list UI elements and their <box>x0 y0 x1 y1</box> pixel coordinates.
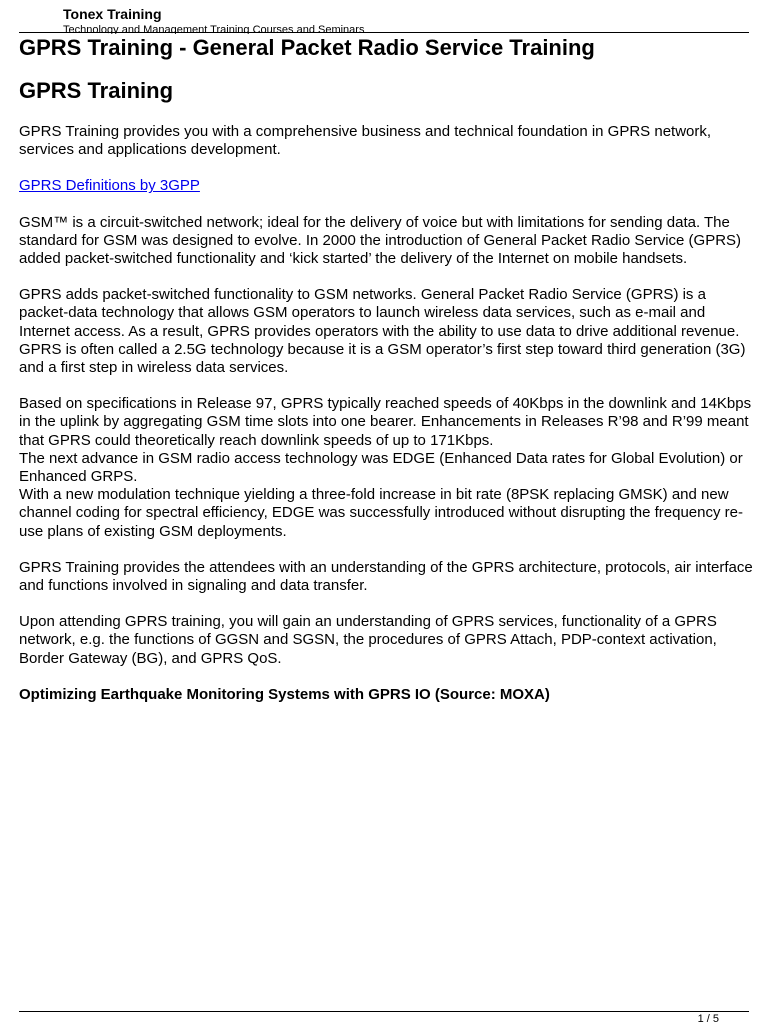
upon-attending-paragraph: Upon attending GPRS training, you will gain an understanding of GPRS services, functionality of a GPRS network, e.g. the functions of GGSN and SGSN, the procedures of GPRS Attach, PDP-context activation, Border Gateway (BG), and GPRS QoS. <box>19 613 717 667</box>
page-header <box>63 6 743 34</box>
attendees-paragraph: GPRS Training provides the attendees with an understanding of the GPRS architecture, protocols, air interface and functions involved in signaling and data transfer. <box>19 558 753 595</box>
header-title: Tonex Training <box>63 6 162 22</box>
gsm-paragraph: GSM™ is a circuit-switched network; ideal for the delivery of voice but with limitations for sending data. The standard for GSM was designed to evolve. In 2000 the introduction of General Packet Radio Service (GPRS) added packet-switched functionality and ‘kick started’ the delivery of the Internet on mobile handsets. <box>19 213 742 268</box>
bold-heading: Optimizing Earthquake Monitoring Systems with GPRS IO (Source: MOXA) <box>19 685 550 703</box>
link-paragraph <box>19 177 756 195</box>
footer-divider <box>19 1011 749 1012</box>
page-number: 1 / 5 <box>697 1013 719 1024</box>
document-subtitle: GPRS Training <box>19 78 174 103</box>
release-text-1: Based on specifications in Release 97, GPRS typically reached speeds of 40Kbps in the downlink and 14Kbps in the uplink by aggregating GSM time slots into one bearer. Enhancements in Releases R’98 and R’99 meant that GPRS could theoretically reach downlink speeds of up to 171Kbps. <box>19 395 752 449</box>
release-paragraph <box>19 395 756 541</box>
intro-paragraph: GPRS Training provides you with a comprehensive business and technical foundation in GPRS network, services and applications development. <box>19 123 712 159</box>
release-text-3: With a new modulation technique yielding a three-fold increase in bit rate (8PSK replacing GMSK) and new channel coding for spectral efficiency, EDGE was successfully introduced without disrupting the frequency re-use plans of existing GSM deployments. <box>19 486 743 540</box>
header-divider <box>19 32 749 33</box>
document-title: GPRS Training - General Packet Radio Service Training <box>19 35 595 60</box>
header-subtitle: Technology and Management Training Courses and Seminars <box>63 24 365 34</box>
gprs-paragraph: GPRS adds packet-switched functionality to GSM networks. General Packet Radio Service (GPRS) is a packet-data technology that allows GSM operators to launch wireless data services, such as e-mail and Internet access. As a result, GPRS provides operators with the ability to use data to drive additional revenue. GPRS is often called a 2.5G technology because it is a GSM operator’s first step toward third generation (3G) and a first step in wireless data services. <box>19 286 746 377</box>
gprs-definitions-link[interactable]: GPRS Definitions by 3GPP <box>19 177 200 195</box>
release-text-2: The next advance in GSM radio access technology was EDGE (Enhanced Data rates for Global Evolution) or Enhanced GRPS. <box>19 449 743 486</box>
document-body <box>19 34 756 704</box>
